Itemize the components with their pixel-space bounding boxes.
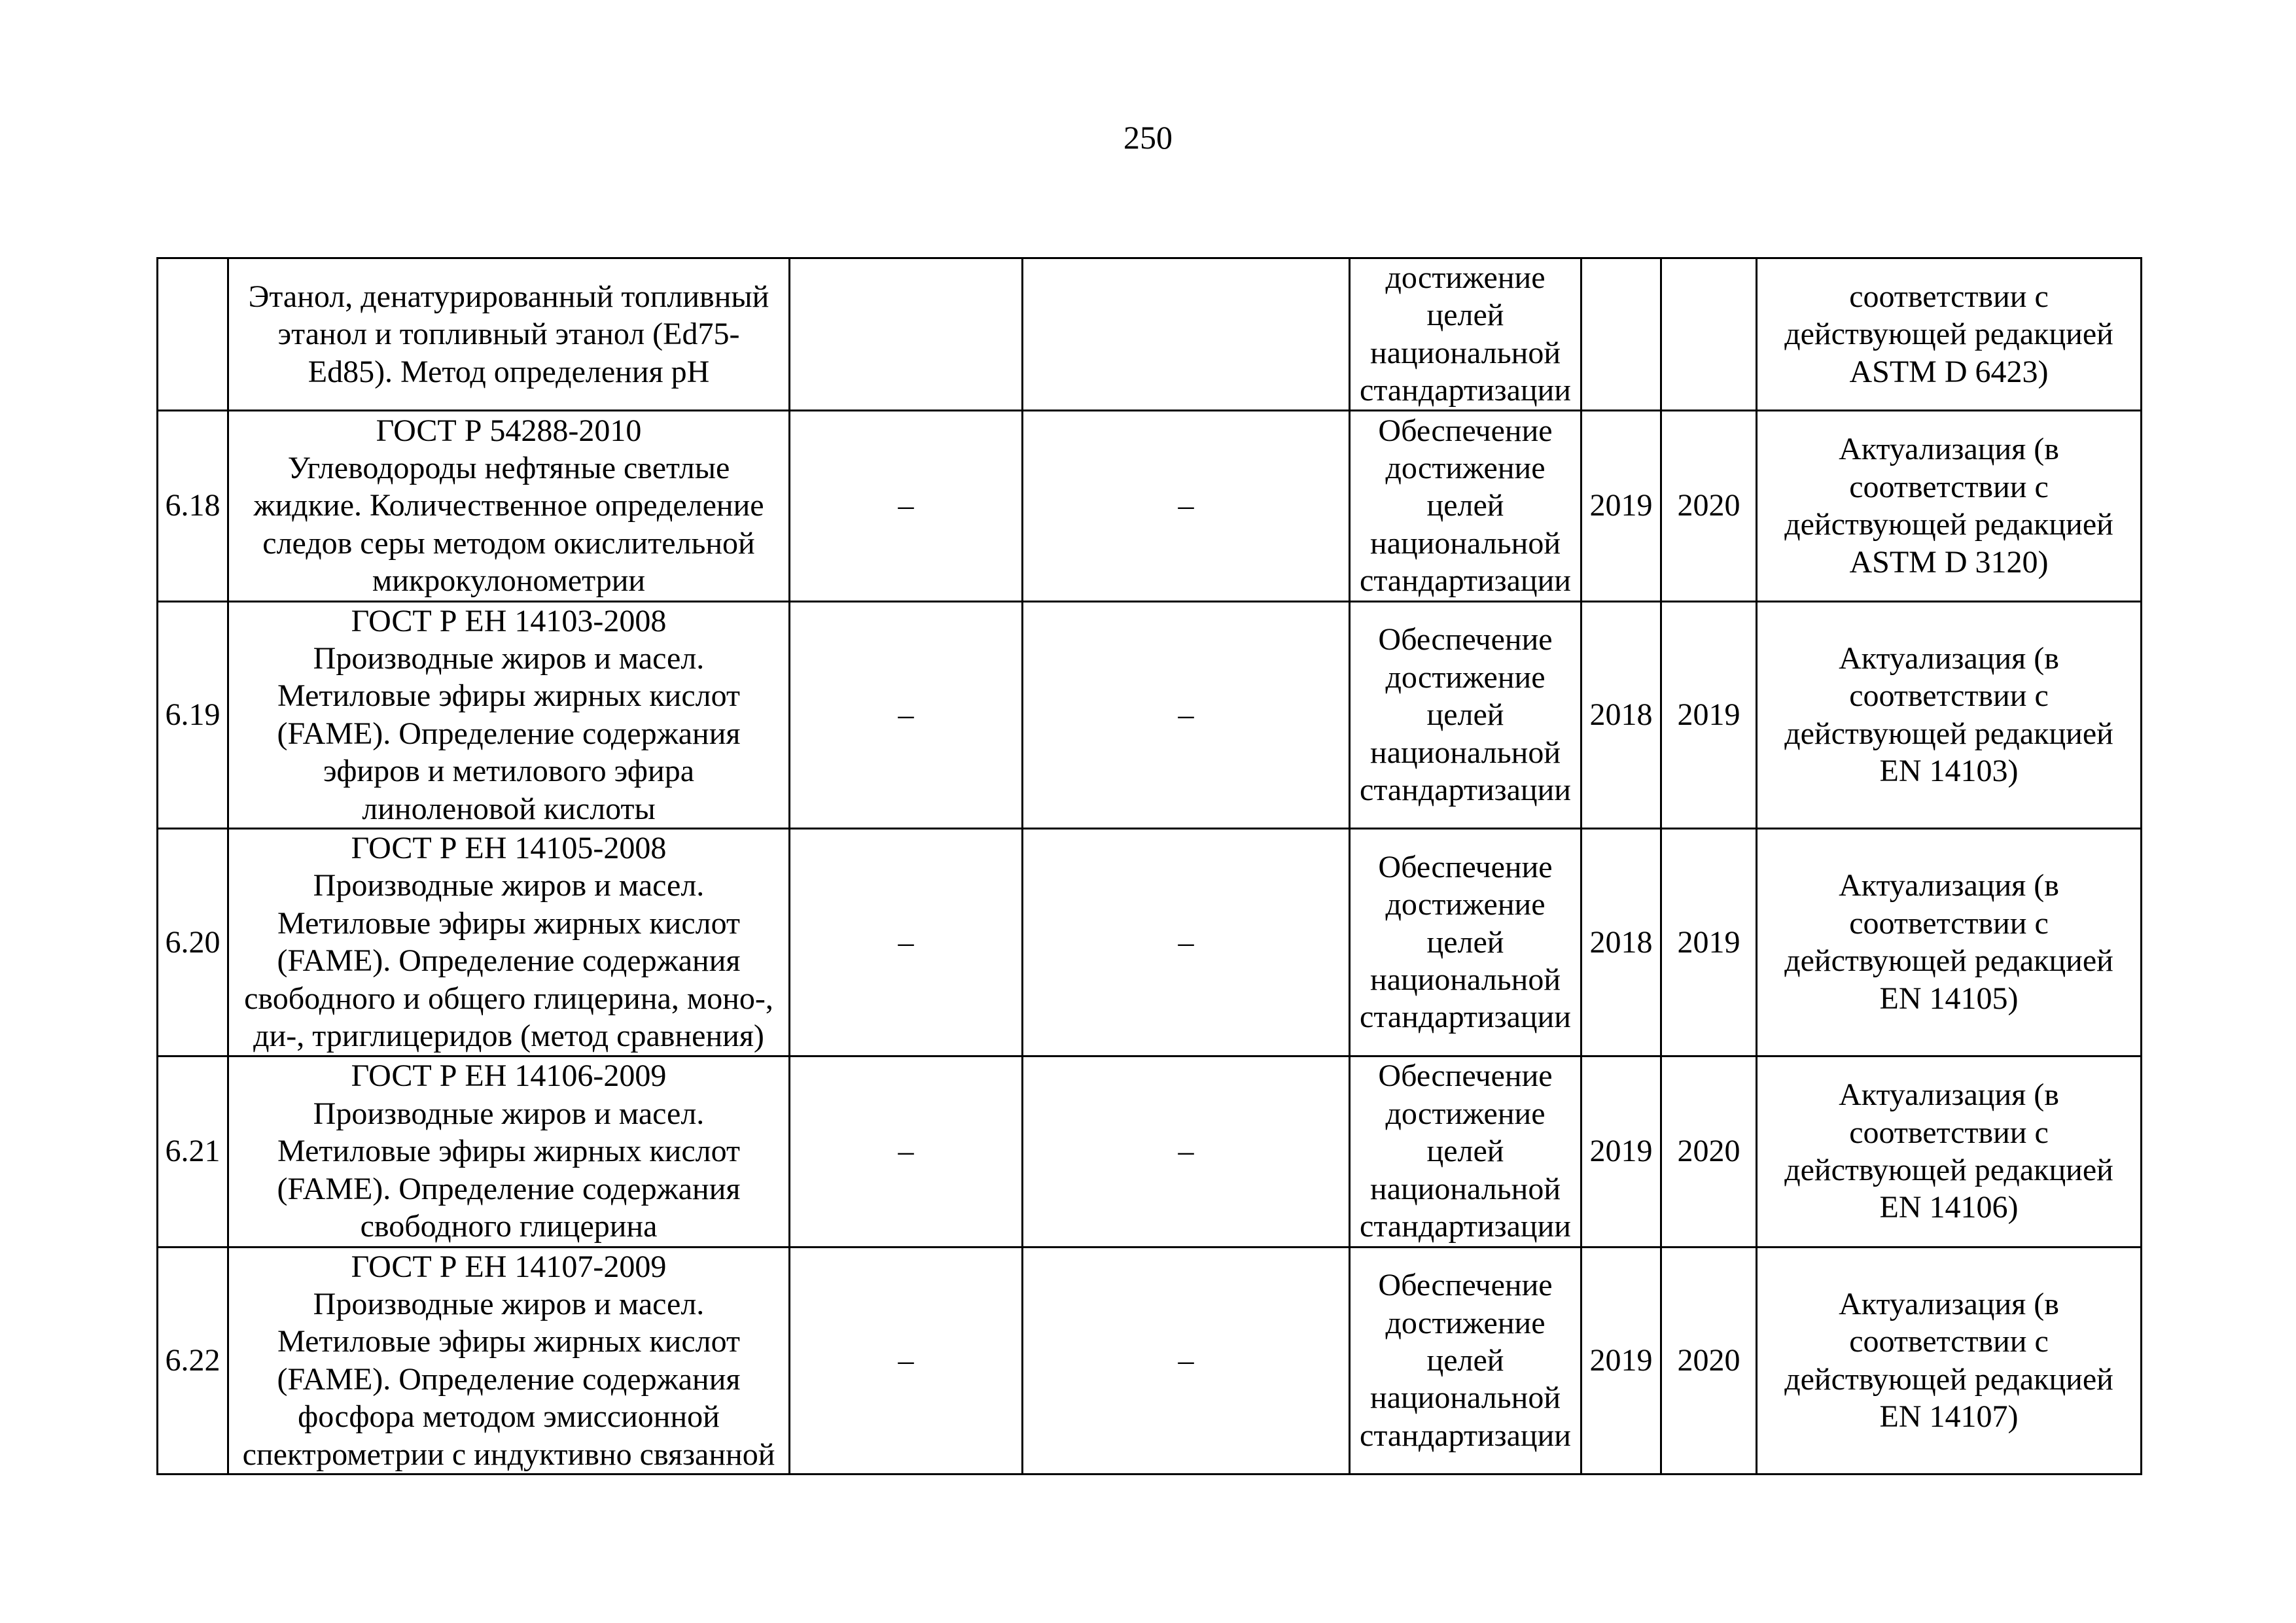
purpose-line: национальной (1370, 1171, 1561, 1206)
end-year-cell (1661, 258, 1757, 411)
note-line: Актуализация (в (1839, 641, 2059, 676)
purpose-line: Обеспечение (1378, 849, 1553, 884)
title-line: линоленовой кислоты (362, 791, 656, 826)
purpose-line: целей (1426, 1134, 1504, 1169)
start-year-cell: 2019 (1581, 1056, 1661, 1247)
start-year-cell: 2018 (1581, 829, 1661, 1056)
start-year-cell: 2019 (1581, 1247, 1661, 1474)
title-line: Ed85). Метод определения pH (308, 354, 710, 389)
note-line: соответствии с (1849, 279, 2049, 314)
end-year-cell: 2019 (1661, 601, 1757, 828)
purpose-cell (1350, 1247, 1581, 1474)
note-line: действующей редакцией (1784, 716, 2113, 751)
purpose-line: национальной (1370, 735, 1561, 770)
purpose-line: достижение (1385, 451, 1545, 486)
title-line: ГОСТ Р ЕН 14105-2008 (351, 831, 667, 866)
title-line: (FAME). Определение содержания (277, 1361, 741, 1397)
standards-table (156, 257, 2142, 1475)
title-line: (FAME). Определение содержания (277, 1171, 741, 1206)
column-4-cell: – (1023, 601, 1350, 828)
purpose-cell (1350, 258, 1581, 411)
note-line: действующей редакцией (1784, 507, 2113, 542)
purpose-line: стандартизации (1360, 373, 1571, 408)
purpose-line: Обеспечение (1378, 1268, 1553, 1303)
standard-title-cell (228, 258, 790, 411)
title-line: Производные жиров и масел. (313, 1286, 705, 1321)
note-line: EN 14106) (1879, 1190, 2019, 1225)
note-line: соответствии с (1849, 905, 2049, 941)
note-cell (1757, 1247, 2142, 1474)
title-line: свободного глицерина (360, 1209, 658, 1244)
row-number-cell: 6.21 (158, 1056, 228, 1247)
column-3-cell: – (790, 1056, 1023, 1247)
purpose-line: стандартизации (1360, 1418, 1571, 1453)
title-line: Углеводороды нефтяные светлые (287, 451, 730, 486)
column-3-cell: – (790, 829, 1023, 1056)
table-row (158, 410, 2142, 601)
title-line: (FAME). Определение содержания (277, 716, 741, 751)
standard-title-cell (228, 1247, 790, 1474)
title-line: Метиловые эфиры жирных кислот (277, 1324, 740, 1359)
title-line: жидкие. Количественное определение (253, 488, 764, 523)
title-line: Метиловые эфиры жирных кислот (277, 678, 740, 714)
page-number: 250 (1123, 119, 1173, 156)
row-number-cell (158, 258, 228, 411)
purpose-line: стандартизации (1360, 1000, 1571, 1035)
note-line: соответствии с (1849, 1324, 2049, 1359)
title-line: (FAME). Определение содержания (277, 943, 741, 979)
note-line: ASTM D 6423) (1849, 354, 2049, 389)
standard-title-cell (228, 829, 790, 1056)
table-row (158, 1247, 2142, 1474)
purpose-line: стандартизации (1360, 563, 1571, 599)
note-line: действующей редакцией (1784, 1361, 2113, 1397)
end-year-cell: 2019 (1661, 829, 1757, 1056)
purpose-line: достижение (1385, 260, 1545, 295)
title-line: ГОСТ Р ЕН 14107-2009 (351, 1249, 667, 1284)
row-number-cell: 6.18 (158, 410, 228, 601)
purpose-line: Обеспечение (1378, 413, 1553, 448)
title-line: Производные жиров и масел. (313, 1096, 705, 1131)
purpose-line: достижение (1385, 659, 1545, 695)
note-line: соответствии с (1849, 678, 2049, 714)
column-4-cell (1023, 258, 1350, 411)
purpose-line: целей (1426, 298, 1504, 333)
purpose-line: достижение (1385, 1096, 1545, 1131)
start-year-cell: 2019 (1581, 410, 1661, 601)
table-row (158, 601, 2142, 828)
table-row (158, 829, 2142, 1056)
row-number-cell: 6.20 (158, 829, 228, 1056)
purpose-cell (1350, 410, 1581, 601)
purpose-line: Обеспечение (1378, 1058, 1553, 1094)
purpose-line: стандартизации (1360, 772, 1571, 807)
title-line: фосфора методом эмиссионной (298, 1399, 720, 1435)
note-line: действующей редакцией (1784, 1153, 2113, 1187)
start-year-cell (1581, 258, 1661, 411)
note-cell (1757, 601, 2142, 828)
column-3-cell: – (790, 601, 1023, 828)
purpose-cell (1350, 829, 1581, 1056)
title-line: Метиловые эфиры жирных кислот (277, 1134, 740, 1169)
note-cell (1757, 258, 2142, 411)
purpose-line: стандартизации (1360, 1209, 1571, 1244)
title-line: Производные жиров и масел. (313, 868, 705, 903)
table-row (158, 1056, 2142, 1247)
standard-title-cell (228, 601, 790, 828)
title-line: микрокулонометрии (372, 563, 646, 599)
purpose-line: национальной (1370, 962, 1561, 997)
note-line: EN 14105) (1879, 981, 2019, 1016)
title-line: эфиров и метилового эфира (323, 754, 694, 789)
title-line: этанол и топливный этанол (Ed75- (277, 317, 740, 352)
end-year-cell: 2020 (1661, 1247, 1757, 1474)
table-row (158, 258, 2142, 411)
start-year-cell: 2018 (1581, 601, 1661, 828)
note-cell (1757, 1056, 2142, 1247)
column-4-cell: – (1023, 829, 1350, 1056)
note-line: Актуализация (в (1839, 1077, 2059, 1113)
standard-title-cell (228, 410, 790, 601)
purpose-cell (1350, 1056, 1581, 1247)
end-year-cell: 2020 (1661, 410, 1757, 601)
purpose-line: национальной (1370, 335, 1561, 370)
purpose-line: национальной (1370, 1380, 1561, 1416)
note-cell (1757, 829, 2142, 1056)
column-4-cell: – (1023, 1247, 1350, 1474)
note-line: EN 14103) (1879, 754, 2019, 789)
row-number-cell: 6.22 (158, 1247, 228, 1474)
column-4-cell: – (1023, 410, 1350, 601)
column-4-cell: – (1023, 1056, 1350, 1247)
row-number-cell: 6.19 (158, 601, 228, 828)
title-line: Производные жиров и масел. (313, 641, 705, 676)
purpose-line: целей (1426, 488, 1504, 523)
title-line: следов серы методом окислительной (262, 525, 755, 561)
title-line: спектрометрии с индуктивно связанной (242, 1437, 775, 1472)
purpose-line: национальной (1370, 525, 1561, 561)
purpose-line: целей (1426, 1343, 1504, 1378)
purpose-cell (1350, 601, 1581, 828)
purpose-line: достижение (1385, 887, 1545, 922)
note-cell (1757, 410, 2142, 601)
note-line: ASTM D 3120) (1849, 544, 2049, 580)
note-line: EN 14107) (1879, 1399, 2019, 1435)
purpose-line: целей (1426, 924, 1504, 960)
title-line: ГОСТ Р ЕН 14106-2009 (351, 1058, 667, 1094)
title-line: свободного и общего глицерина, моно-, (244, 981, 773, 1016)
standard-title-cell (228, 1056, 790, 1247)
note-line: Актуализация (в (1839, 868, 2059, 903)
note-line: Актуализация (в (1839, 432, 2059, 467)
purpose-line: целей (1426, 697, 1504, 733)
column-3-cell: – (790, 1247, 1023, 1474)
note-line: соответствии с (1849, 469, 2049, 504)
title-line: ГОСТ Р ЕН 14103-2008 (351, 603, 667, 638)
column-3-cell: – (790, 410, 1023, 601)
column-3-cell (790, 258, 1023, 411)
purpose-line: Обеспечение (1378, 622, 1553, 657)
note-line: Актуализация (в (1839, 1286, 2059, 1321)
title-line: Метиловые эфиры жирных кислот (277, 905, 740, 941)
note-line: действующей редакцией (1784, 943, 2113, 979)
purpose-line: достижение (1385, 1305, 1545, 1340)
title-line: ГОСТ Р 54288-2010 (376, 413, 642, 448)
title-line: ди-, триглицеридов (метод сравнения) (253, 1019, 764, 1054)
title-line: Этанол, денатурированный топливный (248, 279, 769, 314)
end-year-cell: 2020 (1661, 1056, 1757, 1247)
note-line: соответствии с (1849, 1115, 2049, 1150)
note-line: действующей редакцией (1784, 317, 2113, 352)
